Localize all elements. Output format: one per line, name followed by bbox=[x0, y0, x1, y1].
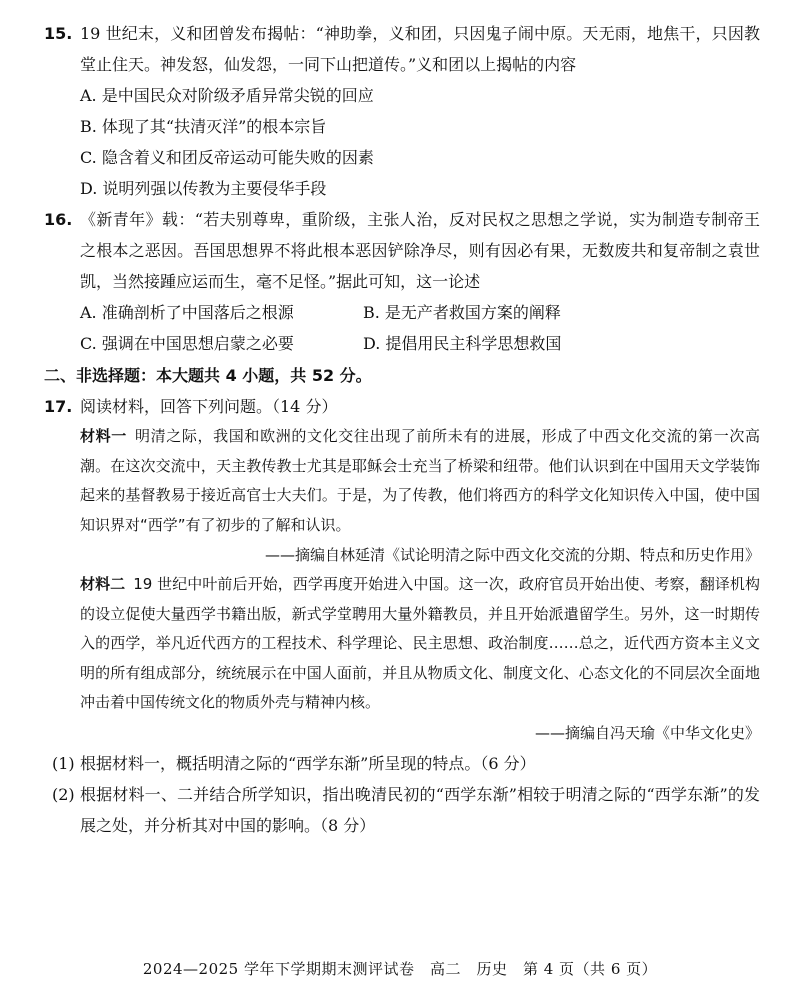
sub-question-2 bbox=[52, 779, 760, 841]
material-one bbox=[44, 422, 760, 540]
material-text: 19 世纪中叶前后开始，西学再度开始进入中国。这一次，政府官员开始出使、考察，翻译机构的设立促使大量西学书籍出版，新式学堂聘用大量外籍教员，并且开始派遣留学生。另外，这一时期传入的西学，举凡近代西方的工程技术、科学理论、民主思想、政治制度……总之，近代西方资本主义文明的所有组成部分，统统展示在中国人面前，并且从物质文化、制度文化、心态文化的不同层次全面地冲击着中国传统文化的物质外壳与精神内核。 bbox=[80, 575, 760, 711]
section-heading: 二、非选择题：本大题共 4 小题，共 52 分。 bbox=[44, 366, 372, 385]
sub-question-text: 根据材料一，概括明清之际的“西学东渐”所呈现的特点。（6 分） bbox=[80, 753, 536, 773]
material-source: ——摘编自林延清《试论明清之际中西文化交流的分期、特点和历史作用》 bbox=[264, 546, 760, 564]
question-number: 15. bbox=[44, 24, 73, 43]
sub-question-number: (1) bbox=[52, 753, 75, 773]
question-number: 16. bbox=[44, 210, 73, 229]
option-b: B. 体现了其“扶清灭洋”的根本宗旨 bbox=[80, 117, 327, 136]
material-label: 材料二 bbox=[80, 575, 126, 593]
option-c: C. 强调在中国思想启蒙之必要 bbox=[80, 334, 294, 353]
sub-question-1 bbox=[52, 748, 760, 779]
question-stem: 《新青年》载：“若夫别尊卑，重阶级，主张人治，反对民权之思想之学说，实为制造专制帝王之根本之恶因。吾国思想界不将此根本恶因铲除净尽，则有因必有果，无数废共和复帝制之袁世凯，当然接踵应运而生，毫不足怪。”据此可知，这一论述 bbox=[80, 210, 760, 291]
question-17 bbox=[44, 391, 760, 422]
option-c: C. 隐含着义和团反帝运动可能失败的因素 bbox=[80, 148, 374, 167]
question-stem: 阅读材料，回答下列问题。（14 分） bbox=[80, 397, 338, 416]
options-row bbox=[44, 297, 760, 328]
sub-question-text: 根据材料一、二并结合所学知识，指出晚清民初的“西学东渐”相较于明清之际的“西学东渐”的发展之处，并分析其对中国的影响。（8 分） bbox=[80, 784, 760, 835]
question-15 bbox=[44, 18, 760, 80]
material-source: ——摘编自冯天瑜《中华文化史》 bbox=[534, 723, 760, 742]
option-a: A. 是中国民众对阶级矛盾异常尖锐的回应 bbox=[80, 86, 374, 105]
question-16 bbox=[44, 204, 760, 297]
options-row bbox=[44, 328, 760, 359]
material-text: 明清之际，我国和欧洲的文化交往出现了前所未有的进展，形成了中西文化交流的第一次高潮。在这次交流中，天主教传教士尤其是耶稣会士充当了桥梁和纽带。他们认识到在中国用天文学装饰起来的基督教易于接近高官士大夫们。于是，为了传教，他们将西方的科学文化知识传入中国，使中国知识界对“西学”有了初步的了解和认识。 bbox=[80, 427, 760, 534]
option-d: D. 提倡用民主科学思想救国 bbox=[363, 334, 562, 353]
question-stem: 19 世纪末，义和团曾发布揭帖：“神助拳，义和团，只因鬼子闹中原。天无雨，地焦干，只因教堂止住天。神发怒，仙发怨，一同下山把道传。”义和团以上揭帖的内容 bbox=[80, 24, 760, 74]
question-number: 17. bbox=[44, 397, 73, 416]
material-two bbox=[44, 570, 760, 718]
option-b: B. 是无产者救国方案的阐释 bbox=[363, 303, 561, 322]
material-label: 材料一 bbox=[80, 427, 127, 445]
option-d: D. 说明列强以传教为主要侵华手段 bbox=[80, 179, 327, 198]
page-footer: 2024—2025 学年下学期期末测评试卷 高二 历史 第 4 页（共 6 页） bbox=[142, 960, 658, 978]
option-a: A. 准确剖析了中国落后之根源 bbox=[80, 303, 294, 322]
sub-question-number: (2) bbox=[52, 784, 75, 804]
